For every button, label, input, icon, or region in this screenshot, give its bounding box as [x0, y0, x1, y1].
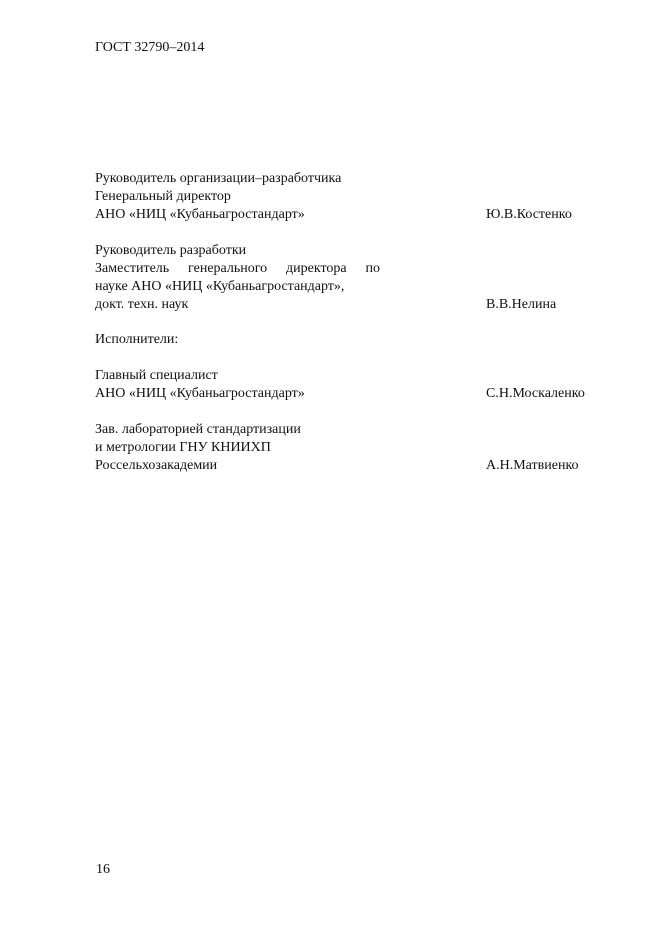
- academic-degree: докт. техн. наук: [95, 297, 189, 312]
- standard-code: ГОСТ 32790–2014: [95, 40, 205, 55]
- text-line: [95, 331, 615, 349]
- role-title: Руководитель организации–разработчика: [95, 171, 342, 186]
- organization-name: АНО «НИЦ «Кубаньагростандарт»: [95, 386, 305, 401]
- text-line: [95, 278, 615, 296]
- organization-name: АНО «НИЦ «Кубаньагростандарт»: [95, 207, 305, 222]
- role-title: Руководитель разработки: [95, 243, 247, 258]
- text-line: [95, 170, 615, 188]
- text-line: [95, 296, 615, 314]
- position-title: Зав. лабораторией стандартизации: [95, 422, 301, 437]
- chief-specialist-block: [95, 367, 615, 403]
- executors-title: Исполнители:: [95, 332, 179, 347]
- text-line: [95, 457, 615, 475]
- position-title: Главный специалист: [95, 368, 218, 383]
- text-line: [95, 385, 615, 403]
- text-line: [95, 260, 615, 278]
- text-line: [95, 421, 615, 439]
- signature-name: В.В.Нелина: [486, 297, 557, 312]
- text-line: [95, 367, 615, 385]
- signature-name: А.Н.Матвиенко: [486, 458, 579, 473]
- organization-name: Россельхозакадемии: [95, 458, 218, 473]
- developer-head-block: [95, 170, 615, 224]
- development-head-block: [95, 242, 615, 314]
- executors-block: [95, 331, 615, 349]
- text-line: [95, 439, 615, 457]
- text-line: [95, 242, 615, 260]
- organization-name: науке АНО «НИЦ «Кубаньагростандарт»,: [95, 279, 345, 294]
- lab-head-block: [95, 421, 615, 475]
- position-title: Заместитель генерального директора по: [95, 261, 380, 276]
- text-line: [95, 206, 615, 224]
- signature-name: С.Н.Москаленко: [486, 386, 585, 401]
- organization-name: и метрологии ГНУ КНИИХП: [95, 440, 271, 455]
- signature-name: Ю.В.Костенко: [486, 207, 572, 222]
- page-number: 16: [96, 862, 110, 877]
- position-title: Генеральный директор: [95, 189, 231, 204]
- text-line: [95, 188, 615, 206]
